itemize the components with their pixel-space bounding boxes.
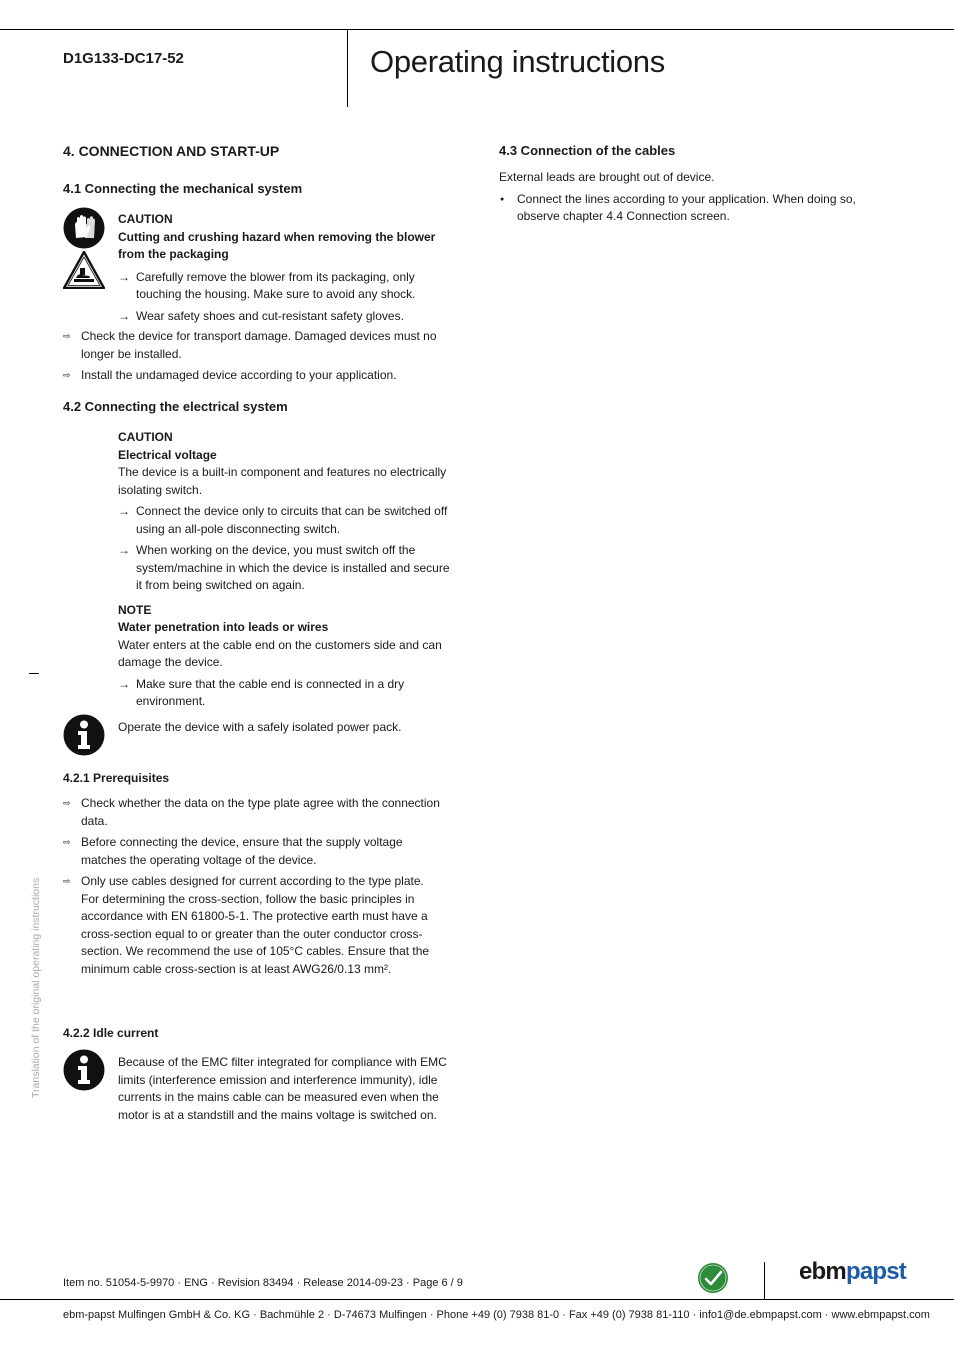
- list-item: [63, 834, 450, 869]
- model-number: D1G133-DC17-52: [63, 50, 184, 67]
- caution-label: CAUTION: [118, 430, 173, 444]
- list-item-text: Connect the lines according to your application. When doing so, observe chapter 4.4 Connection screen.: [517, 191, 856, 223]
- intro-text: External leads are brought out of device.: [499, 170, 715, 184]
- subsection-heading-4-1: 4.1 Connecting the mechanical system: [63, 181, 303, 196]
- list-item-text: Install the undamaged device according to your application.: [81, 368, 397, 382]
- logo-papst: papst: [845, 1258, 906, 1285]
- list-item-text: Check whether the data on the type plate agree with the connection data.: [81, 796, 440, 828]
- hollow-arrow-marker: ⇨: [63, 370, 71, 380]
- subsection-heading-4-2-1: 4.2.1 Prerequisites: [63, 771, 170, 785]
- page-title: Operating instructions: [370, 44, 665, 79]
- instruction-text: Wear safety shoes and cut-resistant safety gloves.: [136, 308, 404, 323]
- note-text: Water enters at the cable end on the customers side and can damage the device.: [118, 637, 442, 669]
- instruction-text: Carefully remove the blower from its packaging, only touching the housing. Make sure to avoid any shock.: [136, 269, 416, 301]
- arrow-marker: →: [118, 676, 130, 691]
- arrow-marker: →: [118, 269, 130, 284]
- logo-divider: [764, 1262, 765, 1300]
- margin-tick: [29, 673, 39, 674]
- instruction-text: Make sure that the cable end is connected in a dry environment.: [136, 676, 405, 708]
- company-info-line: ebm-papst Mulfingen GmbH & Co. KG · Bachmühle 2 · D-74673 Mulfingen · Phone +49 (0) 7938 81-0 · Fax +49 (0) 7938 81-110 · info1@de.ebmpapst.com · www.ebmpapst.com: [63, 1309, 930, 1321]
- caution-title: Electrical voltage: [118, 447, 217, 462]
- instruction-step: [118, 269, 448, 304]
- arrow-marker: →: [118, 504, 130, 518]
- caution-title: Cutting and crushing hazard when removing the blower from the packaging: [118, 229, 436, 261]
- logo-ebm: ebm: [799, 1258, 846, 1285]
- info-text: Because of the EMC filter integrated for compliance with EMC limits (interference emission and interference immunity), idle currents in the mains cable can be measured even when the motor is at a standstill and the mains voltage is switched on.: [118, 1055, 447, 1122]
- dot-marker: ●: [500, 195, 505, 203]
- list-item-text: Check the device for transport damage. Damaged devices must no longer be installed.: [81, 329, 437, 361]
- list-item: [499, 191, 859, 226]
- list-item: [63, 328, 448, 363]
- subsection-heading-4-2-2: 4.2.2 Idle current: [63, 1026, 159, 1040]
- instruction-step: [118, 308, 448, 326]
- instruction-step: [118, 676, 450, 711]
- subsection-heading-4-2: 4.2 Connecting the electrical system: [63, 399, 288, 414]
- instruction-step: [118, 542, 450, 595]
- note-title: Water penetration into leads or wires: [118, 620, 329, 634]
- list-item: [63, 873, 438, 978]
- arrow-marker: →: [118, 308, 130, 323]
- header-divider: [347, 29, 348, 107]
- note-label: NOTE: [118, 602, 152, 617]
- gloves-icon: [63, 207, 105, 254]
- hollow-arrow-marker: ⇨: [63, 798, 71, 808]
- instruction-text: When working on the device, you must switch off the system/machine in which the device is installed and secure it from being switched on again.: [136, 543, 450, 592]
- subsection-heading-4-3: 4.3 Connection of the cables: [499, 143, 676, 158]
- list-item-text: Only use cables designed for current according to the type plate. For determining the cross-section, follow the basic principles in accordance with EN 61800-5-1. The protective earth must have a cross-section equal to or greater than the outer conductor cross-section. We recommend the use of 105°C cables. Ensure that the minimum cable cross-section is at least AWG26/0.13 mm².: [81, 874, 430, 976]
- info-icon: [63, 714, 105, 761]
- crush-hazard-warning-icon: [63, 251, 105, 294]
- caution-label: CAUTION: [118, 212, 173, 226]
- list-item-text: Before connecting the device, ensure that the supply voltage matches the operating voltage of the device.: [81, 835, 403, 867]
- arrow-marker: →: [118, 543, 130, 557]
- instruction-step: [118, 503, 450, 538]
- list-item: [63, 367, 448, 385]
- instruction-text: Connect the device only to circuits that can be switched off using an all-pole disconnecting switch.: [136, 504, 448, 536]
- ebmpapst-logo: [799, 1258, 906, 1286]
- info-icon: [63, 1049, 105, 1096]
- hollow-arrow-marker: ⇨: [63, 876, 71, 886]
- item-info-line: Item no. 51054-5-9970 · ENG · Revision 83494 · Release 2014-09-23 · Page 6 / 9: [63, 1277, 463, 1289]
- header-top-rule: [0, 29, 954, 30]
- side-caption: Translation of the original operating instructions: [30, 877, 42, 1098]
- footer-rule: [0, 1299, 954, 1300]
- caution-text: The device is a built-in component and features no electrically isolating switch.: [118, 465, 447, 497]
- info-text: Operate the device with a safely isolated power pack.: [118, 720, 402, 734]
- hollow-arrow-marker: ⇨: [63, 331, 71, 341]
- hollow-arrow-marker: ⇨: [63, 837, 71, 847]
- list-item: [63, 795, 450, 830]
- section-heading: 4. CONNECTION AND START-UP: [63, 143, 280, 159]
- greentech-badge-icon: [697, 1262, 729, 1299]
